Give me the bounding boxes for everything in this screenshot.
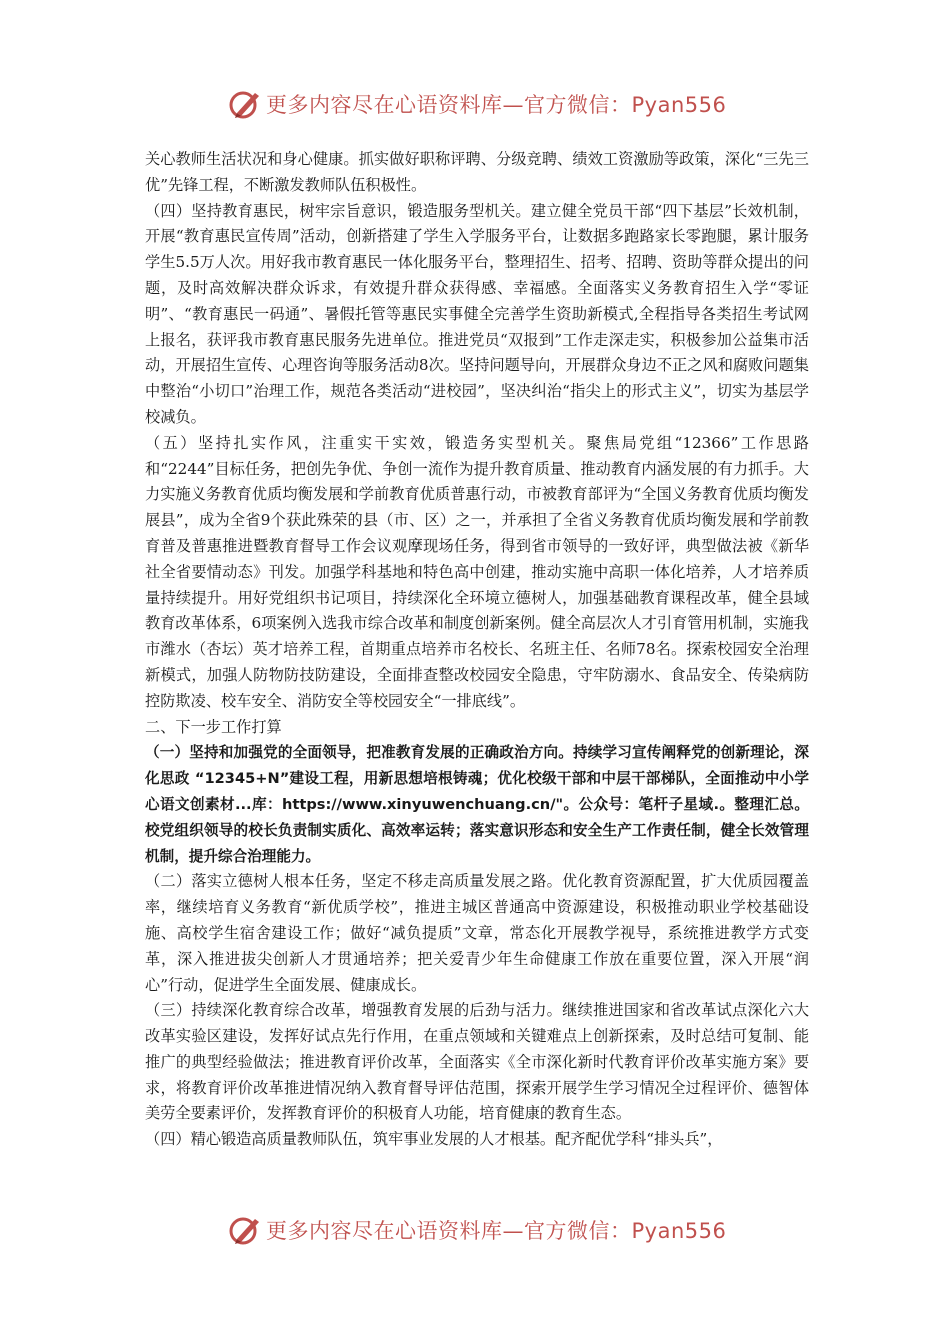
watermark-footer [228,1210,728,1250]
document-body [145,147,809,1153]
paragraph-plan-1: （一）坚持和加强党的全面领导，把准教育发展的正确政治方向。持续学习宣传阐释党的创新理论，深化思政 “12345+N”建设工程，用新思想培根铸魂；优化校级干部和中层干部梯队，全面推动中小学心语文创素材...库：https://www.xinyuwenchuang.cn/"。公众号：笔杆子星域.。整理汇总。校党组织领导的校长负责制实质化、高效率运转；落实意识形态和安全生产工作责任制，健全长效管理机制，提升综合治理能力。 [145,744,809,865]
paragraph-continuation: 关心教师生活状况和身心健康。抓实做好职称评聘、分级竞聘、绩效工资激励等政策，深化“三先三优”先锋工程，不断激发教师队伍积极性。 [145,150,809,194]
pen-logo-icon [228,1213,262,1247]
heading-next-steps: 二、下一步工作打算 [145,717,282,736]
paragraph-section-5: （五）坚持扎实作风，注重实干实效，锻造务实型机关。聚焦局党组“12366”工作思路和“2244”目标任务，把创先争优、争创一流作为提升教育质量、推动教育内涵发展的有力抓手。大力实施义务教育优质均衡发展和学前教育优质普惠行动，市被教育部评为“全国义务教育优质均衡发展县”，成为全省9个获此殊荣的县（市、区）之一，并承担了全省义务教育优质均衡发展和学前教育普及普惠推进暨教育督导工作会议观摩现场任务，得到省市领导的一致好评，典型做法被《新华社全省要情动态》刊发。加强学科基地和特色高中创建，推动实施中高职一体化培养，人才培养质量持续提升。用好党组织书记项目，持续深化全环境立德树人，加强基础教育课程改革，健全县域教育改革体系，6项案例入选我市综合改革和制度创新案例。健全高层次人才引育管用机制，实施我市潍水（杏坛）英才培养工程，首期重点培养市名校长、名班主任、名师78名。探索校园安全治理新模式，加强人防物防技防建设，全面排查整改校园安全隐患，守牢防溺水、食品安全、传染病防控防欺凌、校车安全、消防安全等校园安全“一排底线”。 [145,433,809,710]
paragraph-plan-4: （四）精心锻造高质量教师队伍，筑牢事业发展的人才根基。配齐配优学科“排头兵”， [145,1130,723,1149]
watermark-header [228,84,728,124]
watermark-text: 更多内容尽在心语资料库—官方微信：Pyan556 [266,93,727,117]
paragraph-plan-3: （三）持续深化教育综合改革，增强教育发展的后劲与活力。继续推进国家和省改革试点深化六大改革实验区建设，发挥好试点先行作用，在重点领域和关键难点上创新探索，及时总结可复制、能推广的典型经验做法；推进教育评价改革，全面落实《全市深化新时代教育评价改革实施方案》要求，将教育评价改革推进情况纳入教育督导评估范围，探索开展学生学习情况全过程评价、德智体美劳全要素评价，发挥教育评价的积极育人功能，培育健康的教育生态。 [145,1001,809,1123]
paragraph-section-4: （四）坚持教育惠民，树牢宗旨意识，锻造服务型机关。建立健全党员干部“四下基层”长效机制，开展“教育惠民宣传周”活动，创新搭建了学生入学服务平台，让数据多跑路家长零跑腿，累计服务学生5.5万人次。用好我市教育惠民一体化服务平台，整理招生、招考、招聘、资助等群众提出的问题，及时高效解决群众诉求，有效提升群众获得感、幸福感。全面落实义务教育招生入学“零证明”、“教育惠民一码通”、暑假托管等惠民实事健全完善学生资助新模式,全程指导各类招生考试网上报名，获评我市教育惠民服务先进单位。推进党员“双报到”工作走深走实，积极参加公益集市活动，开展招生宣传、心理咨询等服务活动8次。坚持问题导向，开展群众身边不正之风和腐败问题集中整治“小切口”治理工作，规范各类活动“进校园”，坚决纠治“指尖上的形式主义”，切实为基层学校减负。 [145,201,809,426]
paragraph-plan-2: （二）落实立德树人根本任务，坚定不移走高质量发展之路。优化教育资源配置，扩大优质园覆盖率，继续培育义务教育“新优质学校”，推进主城区普通高中资源建设，积极推动职业学校基础设施、高校学生宿舍建设工作；做好“减负提质”文章，常态化开展教学视导，系统推进教学方式变革，深入推进拔尖创新人才贯通培养；把关爱青少年生命健康工作放在重要位置，深入开展“润心”行动，促进学生全面发展、健康成长。 [145,872,809,994]
watermark-text: 更多内容尽在心语资料库—官方微信：Pyan556 [266,1219,727,1243]
pen-logo-icon [228,87,262,121]
